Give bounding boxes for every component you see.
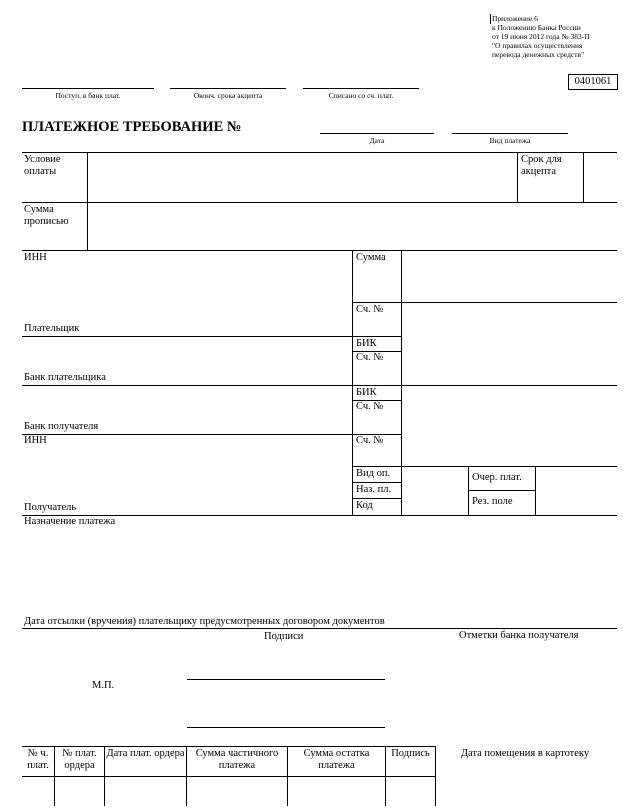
- amount-label: Сумма: [356, 252, 386, 263]
- docs-sent-label: Дата отсылки (вручения) плательщику предусмотренных договором документов: [24, 616, 385, 627]
- payment-condition-field[interactable]: [88, 153, 516, 201]
- payment-condition-label: Условие оплаты: [24, 154, 61, 177]
- priority-label: Очер. плат.: [472, 472, 522, 483]
- grid-line: [22, 336, 402, 337]
- signature-line-1[interactable]: [187, 679, 385, 680]
- col-signature: Подпись: [391, 748, 430, 759]
- recipient-bank-account-label: Сч. №: [356, 401, 384, 412]
- form-code-box: [568, 74, 618, 90]
- grid-line: [435, 746, 436, 806]
- amount-in-words-label: Сумма прописью: [24, 204, 69, 227]
- form-code: 0401061: [574, 76, 612, 87]
- acceptance-end-line: [170, 88, 286, 89]
- received-line: [22, 88, 154, 89]
- page-title: ПЛАТЕЖНОЕ ТРЕБОВАНИЕ №: [22, 119, 242, 135]
- stamp-label: М.П.: [92, 680, 115, 691]
- debited-line: [303, 88, 419, 89]
- code-label: Код: [356, 500, 373, 511]
- appendix-line-2: к Положению Банка России: [492, 23, 581, 32]
- amount-in-words-field[interactable]: [88, 203, 617, 249]
- recipient-bik-label: БИК: [356, 387, 377, 398]
- payment-type-label: Вид платежа: [489, 136, 531, 145]
- acceptance-term-label: Срок для акцепта: [521, 154, 562, 177]
- grid-line: [535, 466, 536, 515]
- received-label: Поступ. в банк плат.: [55, 91, 121, 100]
- grid-line: [468, 466, 469, 515]
- grid-line: [468, 490, 535, 491]
- recipient-label: Получатель: [24, 502, 77, 513]
- acceptance-end-label: Оконч. срока акцепта: [193, 91, 263, 100]
- pay-purpose-code-label: Наз. пл.: [356, 484, 392, 495]
- payer-inn-label: ИНН: [24, 252, 47, 263]
- date-line: [320, 133, 434, 134]
- appendix-mark: [490, 14, 491, 24]
- grid-line: [352, 250, 353, 515]
- appendix-line-4: "О правилах осуществления: [492, 41, 583, 50]
- recipient-account-label: Сч. №: [356, 435, 384, 446]
- payer-bik-label: БИК: [356, 338, 377, 349]
- payer-label: Плательщик: [24, 323, 80, 334]
- reserve-field-label: Рез. поле: [472, 496, 513, 507]
- payer-account-label: Сч. №: [356, 304, 384, 315]
- col-order-date: Дата плат. ордера: [106, 748, 185, 759]
- col-order-no: № плат. ордера: [62, 748, 97, 771]
- appendix-line-1: Приложение 6: [492, 14, 538, 23]
- appendix-line-5: перевода денежных средств": [492, 50, 585, 59]
- recipient-bank-label: Банк получателя: [24, 421, 99, 432]
- bottom-table-top-line: [22, 746, 435, 747]
- grid-line: [352, 466, 617, 467]
- signatures-label: Подписи: [264, 631, 304, 642]
- op-type-label: Вид оп.: [356, 468, 391, 479]
- debited-label: Списано со сч. плат.: [328, 91, 394, 100]
- payment-type-line: [452, 133, 568, 134]
- col-partial-amount: Сумма частичного платежа: [195, 748, 279, 771]
- payment-purpose-field[interactable]: [22, 530, 617, 614]
- appendix-line-3: от 19 июня 2012 года № 383-П: [492, 32, 590, 41]
- bank-marks-label: Отметки банка получателя: [459, 630, 579, 641]
- grid-line: [517, 152, 518, 202]
- signature-line-2[interactable]: [187, 727, 385, 728]
- col-partial-no: № ч. плат.: [27, 748, 49, 771]
- col-file-date: Дата помещения в картотеку: [460, 748, 590, 759]
- recipient-inn-label: ИНН: [24, 435, 47, 446]
- col-remaining-amount: Сумма остатка платежа: [303, 748, 370, 771]
- payer-bank-account-label: Сч. №: [356, 352, 384, 363]
- payer-bank-label: Банк плательщика: [24, 372, 106, 383]
- bottom-table-header-line: [22, 776, 435, 777]
- payer-account-field[interactable]: [402, 303, 617, 384]
- grid-line: [22, 434, 402, 435]
- grid-line: [352, 482, 402, 483]
- amount-field[interactable]: [402, 251, 617, 301]
- grid-line: [22, 385, 617, 386]
- docs-sent-line: [22, 628, 617, 629]
- payment-purpose-label: Назначение платежа: [24, 516, 116, 527]
- date-label: Дата: [369, 136, 385, 145]
- acceptance-term-field[interactable]: [584, 153, 617, 201]
- appendix-note: [492, 14, 622, 59]
- grid-line: [352, 498, 402, 499]
